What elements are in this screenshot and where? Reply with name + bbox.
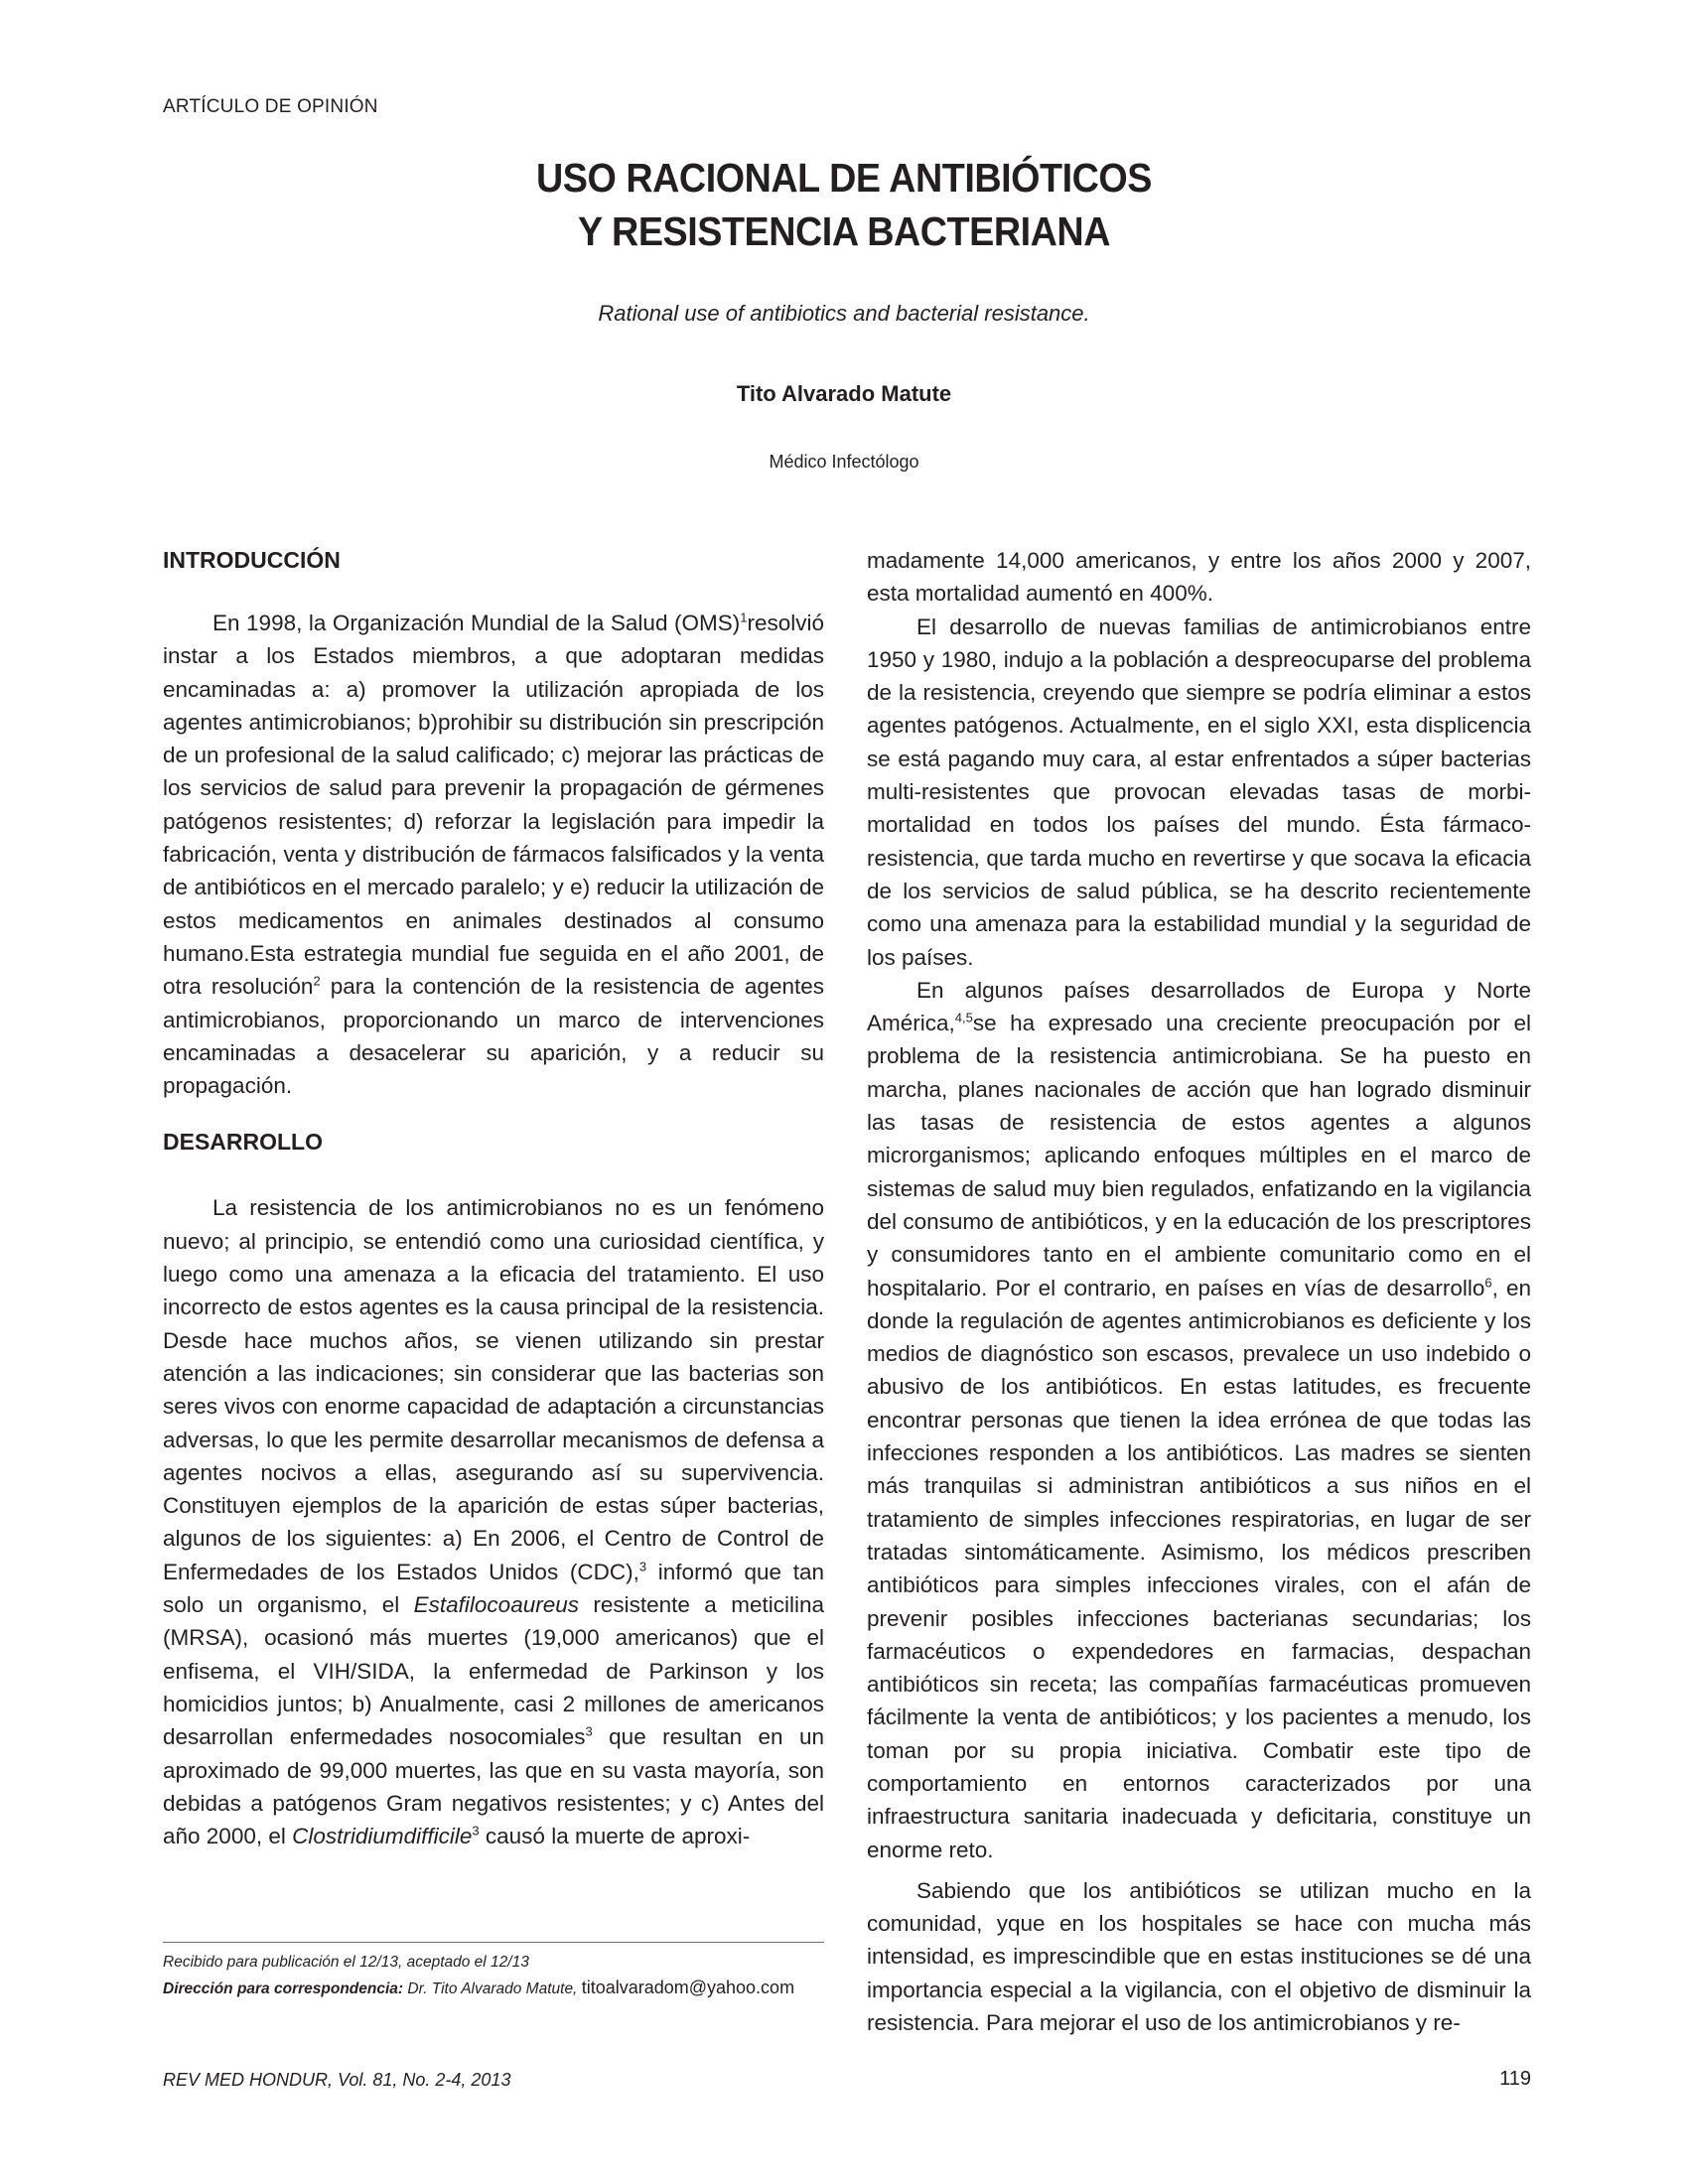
article-title	[68, 151, 1620, 258]
journal-citation: REV MED HONDUR, Vol. 81, No. 2-4, 2013	[163, 2070, 511, 2090]
section-label: ARTÍCULO DE OPINIÓN	[163, 96, 378, 117]
desarrollo-paragraph: La resistencia de los antimicrobianos no es un fenómeno nuevo; al principio, se entendió como una curiosidad científica, y luego como una amenaza a la eficacia del tratamiento. El uso incorrecto de estos agentes es la causa principal de la resistencia. Desde hace muchos años, se vienen utilizando sin prestar atención a las indicaciones; sin considerar que las bacterias son seres vivos con enorme capacidad de adaptación a circunstancias adversas, lo que les permite desarrollar mecanismos de defensa a agentes nocivos a ellas, asegurando así su supervivencia. Constituyen ejemplos de la aparición de estas súper bacterias, algunos de los siguientes: a) En 2006, el Centro de Control de Enfermedades de los Estados Unidos (CDC),$^3$ informó que tan solo un organismo, el Estafilocoaureus resistente a meticilina (MRSA), ocasionó más muertes (19,000 americanos) que el enfisema, el VIH/SIDA, la enfermedad de Parkinson y los homicidios juntos; b) Anualmente, casi 2 millones de americanos desarrollan enfermedades nosocomiales$^3$ que resultan en un aproximado de 99,000 muertes, las que en su vasta mayoría, son debidas a patógenos Gram negativos resistentes; y c) Antes del año 2000, el Clostridiumdifficile$^3$ causó la muerte de aproxi-	[163, 1195, 825, 1849]
right-column	[867, 544, 1531, 2039]
body-paragraph: Sabiendo que los antibióticos se utilizan mucho en la comunidad, yque en los hospitales se hace con mucha más intensidad, es imprescindible que en estas instituciones se dé una importancia especial a la vigilancia, con el objetivo de disminuir la resistencia. Para mejorar el uso de los antimicrobianos y re-	[867, 1877, 1531, 2036]
citation-ref: 3	[585, 1723, 593, 1739]
citation-ref: 6	[1484, 1275, 1492, 1291]
body-paragraph: El desarrollo de nuevas familias de antimicrobianos entre 1950 y 1980, indujo a la población a despreocuparse del problema de la resistencia, creyendo que siempre se podría eliminar a estos agentes patógenos. Actualmente, en el siglo XXI, esta displicencia se está pagando muy cara, al estar enfrentados a súper bacterias multi-resistentes que provocan elevadas tasas de morbi-mortalidad en todos los países del mundo. Ésta fármaco-resistencia, que tarda mucho en revertirse y que socava la eficacia de los servicios de salud pública, se ha descrito recientemente como una amenaza para la estabilidad mundial y la seguridad de los países.	[867, 614, 1531, 970]
footnote-divider	[163, 1942, 824, 1943]
intro-paragraph: En 1998, la Organización Mundial de la Salud (OMS)$^1$resolvió instar a los Estados miembros, a que adoptaran medidas encaminadas a: a) promover la utilización apropiada de los agentes antimicrobianos; b)prohibir su distribución sin prescripción de un profesional de la salud calificado; c) mejorar las prácticas de los servicios de salud para prevenir la propagación de gérmenes patógenos resistentes; d) reforzar la legislación para impedir la fabricación, venta y distribución de fármacos falsificados y la venta de antibióticos en el mercado paralelo; y e) reducir la utilización de estos medicamentos en animales destinados al consumo humano.Esta estrategia mundial fue seguida en el año 2001, de otra resolución$^2$ para la contención de la resistencia de agentes antimicrobianos, proporcionando un marco de intervenciones encaminadas a desacelerar su aparición, y a reducir su propagación.	[163, 610, 824, 1099]
citation-ref: 4,5	[954, 1010, 973, 1025]
page-number: 119	[1499, 2068, 1531, 2090]
organism-name: Estafilocoaureus	[413, 1592, 579, 1618]
author-name: Tito Alvarado Matute	[736, 381, 952, 406]
english-subtitle: Rational use of antibiotics and bacterial resistance.	[598, 301, 1090, 326]
citation-ref: 1	[740, 610, 748, 625]
heading-introduccion: INTRODUCCIÓN	[163, 547, 341, 573]
received-note: Recibido para publicación el 12/13, aceptado el 12/13	[163, 1954, 529, 1971]
title-line-1: USO RACIONAL DE ANTIBIÓTICOS	[535, 155, 1152, 201]
body-paragraph: En algunos países desarrollados de Europa y Norte América,$^{4,5}$se ha expresado una creciente preocupación por el problema de la resistencia antimicrobiana. Se ha puesto en marcha, planes nacionales de acción que han logrado disminuir las tasas de resistencia de estos agentes a algunos microrganismos; aplicando enfoques múltiples en el marco de sistemas de salud muy bien regulados, enfatizando en la vigilancia del consumo de antibióticos, y en la educación de los prescriptores y consumidores tanto en el ambiente comunitario como en el hospitalario. Por el contrario, en países en vías de desarrollo$^6$, en donde la regulación de agentes antimicrobianos es deficiente y los medios de diagnóstico son escasos, prevalece un uso indebido o abusivo de los antibióticos. En estas latitudes, es frecuente encontrar personas que tienen la idea errónea de que todas las infecciones responden a los antibióticos. Las madres se sienten más tranquilas si administran antibióticos a sus niños en el tratamiento de simples infecciones respiratorias, en lugar de ser tratadas sintomáticamente. Asimismo, los médicos prescriben antibióticos para simples infecciones virales, con el afán de prevenir posibles infecciones bacterianas secundarias; los farmacéuticos o expendedores en farmacias, despachan antibióticos sin receta; las compañías farmacéuticas promueven fácilmente la venta de antibióticos; y los pacientes a menudo, los toman por su propia iniciativa. Combatir este tipo de comportamiento en entornos caracterizados por una infraestructura sanitaria inadecuada y deficitaria, constituye un enorme reto.	[867, 977, 1531, 1862]
continued-paragraph: madamente 14,000 americanos, y entre los años 2000 y 2007, esta mortalidad aumentó en 400%.	[867, 548, 1531, 607]
citation-ref: 3	[638, 1559, 647, 1574]
title-line-2: Y RESISTENCIA BACTERIANA	[578, 208, 1110, 254]
left-column	[163, 544, 824, 1852]
heading-desarrollo: DESARROLLO	[163, 1129, 323, 1156]
correspondence-note: Dirección para correspondencia: Dr. Tito Alvarado Matute, titoalvaradom@yahoo.com	[163, 1978, 795, 1997]
organism-name: Clostridiumdifficile	[292, 1824, 473, 1849]
citation-ref: 3	[472, 1823, 480, 1839]
citation-ref: 2	[313, 973, 321, 989]
author-email[interactable]: titoalvaradom@yahoo.com	[581, 1978, 795, 1997]
author-affiliation: Médico Infectólogo	[769, 452, 919, 472]
